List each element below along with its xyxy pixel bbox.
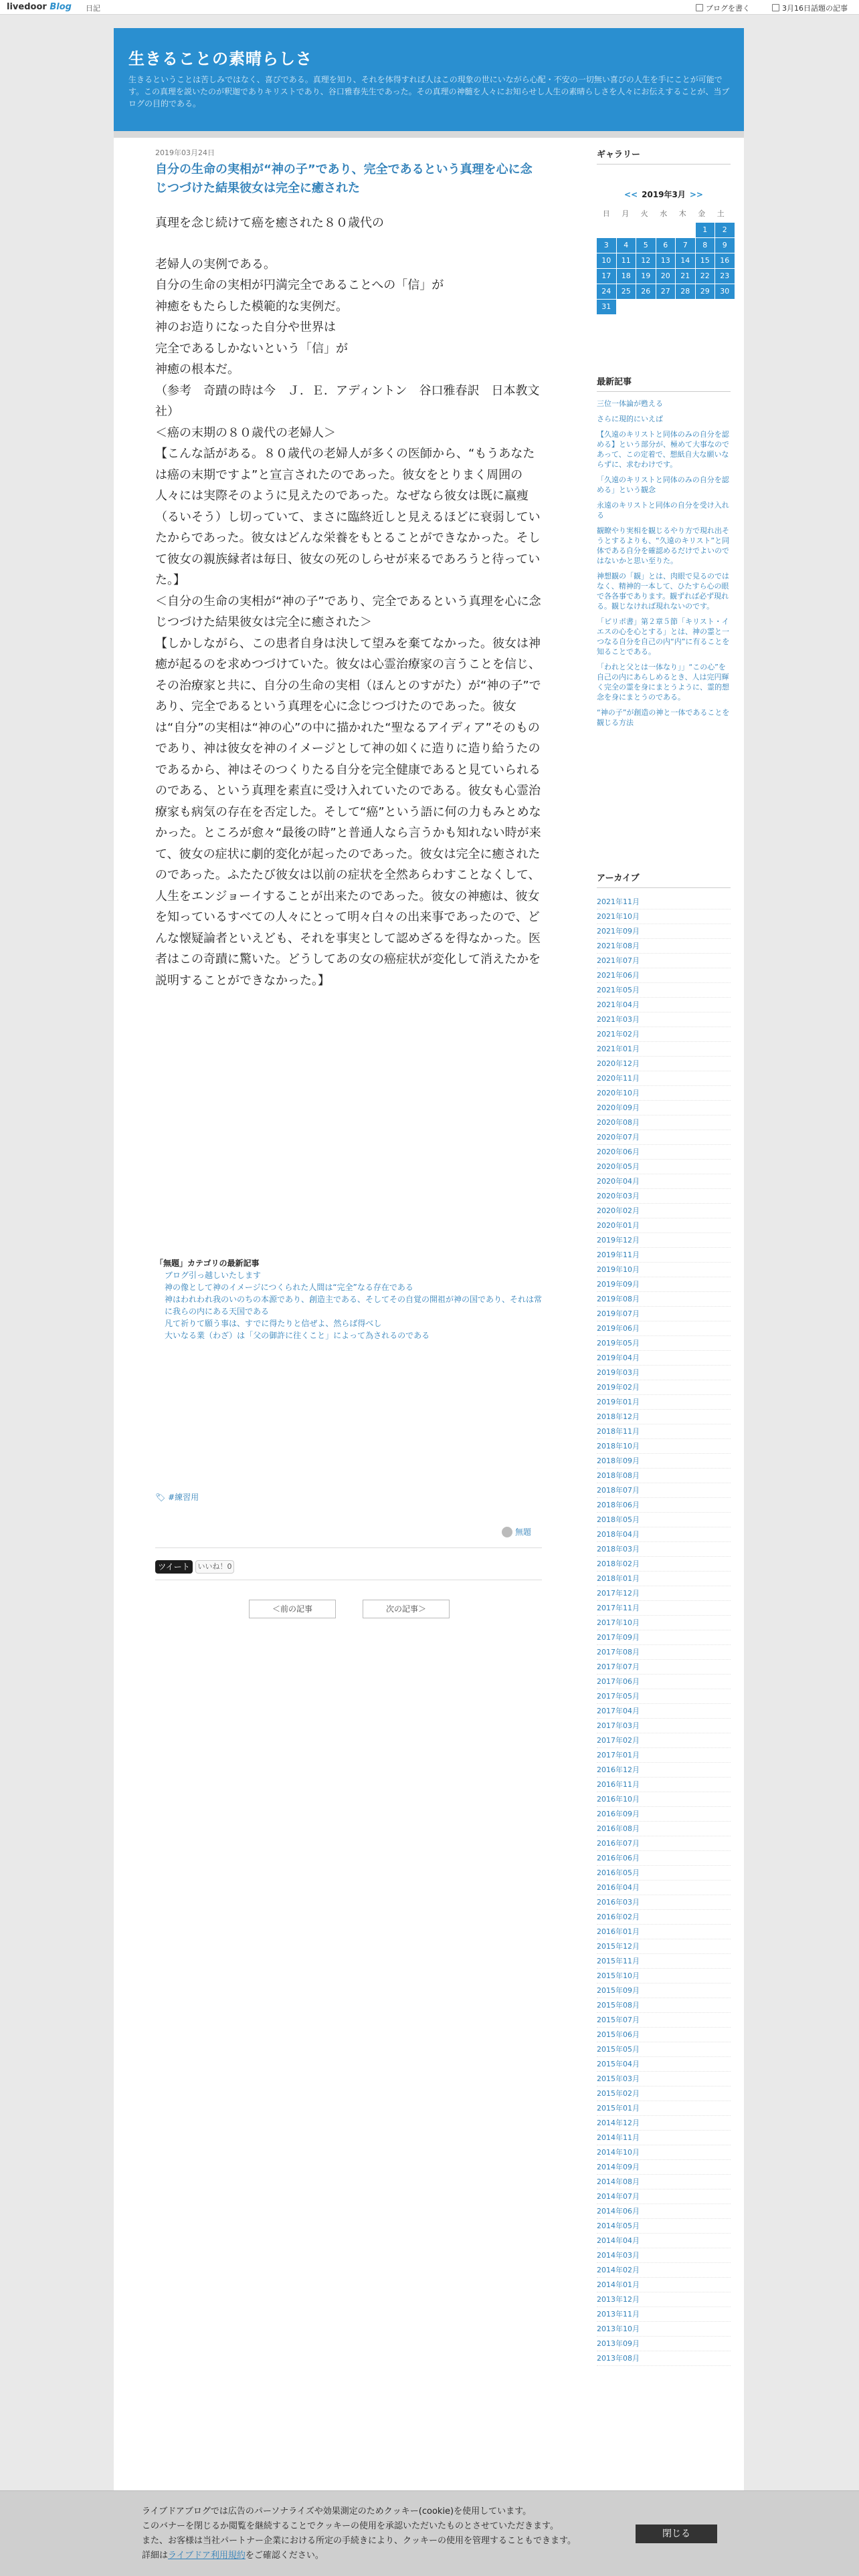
cookie-line: 詳細はライブドア利用規約をご確認ください。 (142, 2551, 324, 2561)
archive-link[interactable]: 2015年10月 (597, 1969, 731, 1983)
calendar-day[interactable]: 13 (656, 253, 676, 268)
archive-link[interactable]: 2017年09月 (597, 1630, 731, 1645)
archive-link[interactable]: 2018年04月 (597, 1527, 731, 1542)
archive-link[interactable]: 2013年09月 (597, 2337, 731, 2351)
archive-link[interactable]: 2021年07月 (597, 954, 731, 968)
article-line: 老婦人の実例である。 (155, 257, 276, 272)
archive-link[interactable]: 2013年11月 (597, 2307, 731, 2322)
archive-link[interactable]: 2018年07月 (597, 1483, 731, 1498)
weekday: 金 (698, 209, 706, 218)
related-link[interactable]: 神の像として神のイメージにつくられた人間は“完全”なる存在である (165, 1283, 413, 1292)
archive-link[interactable]: 2014年06月 (597, 2204, 731, 2219)
archive-link[interactable]: 2015年06月 (597, 2028, 731, 2042)
article-line: 【しかしながら、この患者自身は決して望みを棄てなかった。彼女は神癒が起るのを求めつづけていた。彼女は心霊治療家の言うことを信じ、その治療家と共に、自分の生命の実相（ほんとのすがた）が“神の子”であり、完全であるという真理を心に念じつづけたのであった。彼女は“自分”の実相は“神の心”の中に描かれた“聖なるアイディア”そのものであり、神は彼女を神のイメージとして神の如くに造りに造り給うたのであるから、神はそのつくりたる自分を完全健康であると見ていられるのである、という真理を素直に受け入れていたのである。彼女も心霊治療家も病気の存在を否定した。そして“癌”という語に何の力もみとめなかった。ところが愈々“最後の時”と普通人なら言うかも知れない時が来て、彼女の症状に劇的変化が起ったのであった。彼女は完全に癒されたのであった。ふたたび彼女は以前の症状を全然あらわすことなくして、人生をエンジョーイすることが出来たのであった。彼女の神癒は、彼女を知っているすべての人々にとって明々白々の出来事であったので、どんな懐疑論者といえども、それを事実として認めざるを得なかった。医者はこの奇蹟に驚いた。どうしてあの女の癌症状が変化して消えたかを説明することができなかった。】 (155, 636, 541, 988)
calendar-day[interactable]: 28 (676, 284, 695, 299)
calendar-title: 2019年3月 (642, 190, 686, 199)
close-button[interactable]: 閉じる (636, 2525, 717, 2543)
calendar-day[interactable]: 27 (656, 284, 676, 299)
archive-items (597, 895, 731, 2366)
related-articles (155, 1257, 542, 1341)
divider (155, 1547, 542, 1548)
recent-article-link[interactable]: 三位一体論が甦える (597, 399, 663, 408)
archive-link[interactable]: 2013年08月 (597, 2351, 731, 2366)
archive-link[interactable]: 2015年05月 (597, 2042, 731, 2057)
calendar-day[interactable]: 7 (676, 238, 695, 253)
archive-link[interactable]: 2016年10月 (597, 1792, 731, 1807)
calendar-day[interactable]: 19 (636, 269, 656, 284)
archive-link[interactable]: 2016年04月 (597, 1881, 731, 1895)
archive-link[interactable]: 2020年11月 (597, 1071, 731, 1086)
archive-link[interactable]: 2018年09月 (597, 1454, 731, 1469)
recent-article-link[interactable]: 【久遠のキリストと同体のみの自分を認める】という部分が、極めて大事なのであって、この定着で、想紙自大な願いならずに、求むわけです。 (597, 430, 729, 469)
archive-link[interactable]: 2015年03月 (597, 2072, 731, 2086)
archive-link[interactable]: 2017年08月 (597, 1645, 731, 1660)
weekday: 土 (717, 209, 725, 218)
recent-heading: 最新記事 (597, 374, 731, 392)
archive-link[interactable]: 2020年03月 (597, 1189, 731, 1204)
tag-icon: 🏷 (155, 1493, 169, 1502)
article-date: 2019年03月24日 (155, 148, 215, 157)
livedoor-blog-logo[interactable]: livedoor Blog (7, 2, 72, 12)
archive-link[interactable]: 2016年01月 (597, 1925, 731, 1939)
calendar-day[interactable]: 29 (696, 284, 715, 299)
record-link[interactable]: 日記 (86, 4, 100, 13)
related-heading: 「無題」カテゴリの最新記事 (155, 1259, 260, 1268)
recent-article-link[interactable]: 「久遠のキリストと同体のみの自分を認める」という観念 (597, 475, 729, 494)
write-blog-link[interactable]: ブログを書く (696, 3, 750, 13)
archive-link[interactable]: 2018年11月 (597, 1424, 731, 1439)
archive-link[interactable]: 2019年12月 (597, 1233, 731, 1248)
blog-description: 生きるということは苦しみではなく、喜びである。真理を知り、それを体得すれば人はこの現象の世にいながら心配・不安の一切無い喜びの人生を手にことが可能です。この真理を説いたのが釈迦でありキリストであり、谷口雅春先生であった。その真理の神髄を人々にお知らせし人生の素晴らしさを人々にお伝えすることが、当ブログの目的である。 (128, 75, 730, 108)
recent-article-link[interactable]: 「われと父とは一体なり」」“この心”を自己の内にあらしめるとき、人は完円輝く完全の霊を身にまとうように、霊的想念を身にまとうのである。 (597, 663, 729, 702)
article-line: 完全であるしかないという「信」が (155, 341, 348, 356)
calendar-day[interactable]: 17 (597, 269, 616, 284)
recent-article-link[interactable]: 「ピリポ書」第２章５節「キリスト・イエスの心を心とする」とは、神の霊と一つなる自分を自己の内“内”に有ることを知ることである。 (597, 617, 730, 656)
cookie-line: ライブドアブログでは広告のパーソナライズや効果測定のためクッキー(cookie)を使用しています。 (142, 2506, 532, 2516)
weekday: 木 (678, 209, 686, 218)
archive-link[interactable]: 2017年01月 (597, 1748, 731, 1763)
calendar-day[interactable]: 12 (636, 253, 656, 268)
calendar-day[interactable]: 4 (617, 238, 636, 253)
archive-link[interactable]: 2018年01月 (597, 1572, 731, 1586)
archive-link[interactable]: 2013年10月 (597, 2322, 731, 2337)
archive-link[interactable]: 2014年08月 (597, 2175, 731, 2189)
calendar-day[interactable]: 1 (696, 223, 715, 237)
archive-link[interactable]: 2018年12月 (597, 1410, 731, 1424)
cookie-line: このバナーを閉じるか閲覧を継続することでクッキーの使用を承認いただいたものとさせていただきます。 (142, 2521, 559, 2531)
archive-link[interactable]: 2016年07月 (597, 1836, 731, 1851)
like-button[interactable]: いいね！0 (195, 1560, 234, 1574)
archive-link[interactable]: 2019年06月 (597, 1321, 731, 1336)
article-line: ＜自分の生命の実相が“神の子”であり、完全であるという真理を心に念じつづけた結果彼女は完全に癒された＞ (155, 594, 541, 629)
cookie-line: また、お客様は当社パートナー企業における所定の手続きにより、クッキーの使用を管理することもできます。 (142, 2536, 576, 2546)
calendar-day[interactable]: 21 (676, 269, 695, 284)
archive-link[interactable]: 2015年02月 (597, 2086, 731, 2101)
calendar-day[interactable]: 10 (597, 253, 616, 268)
archive-link[interactable]: 2017年11月 (597, 1601, 731, 1616)
trending-link[interactable]: 3月16日話題の記事 (772, 3, 848, 13)
archive-link[interactable]: 2014年04月 (597, 2234, 731, 2248)
archive-link[interactable]: 2014年01月 (597, 2278, 731, 2292)
recent-articles (597, 374, 731, 733)
archive-link[interactable]: 2017年07月 (597, 1660, 731, 1675)
archive-link[interactable]: 2016年08月 (597, 1822, 731, 1836)
archive-link[interactable]: 2014年05月 (597, 2219, 731, 2234)
archive-link[interactable]: 2015年07月 (597, 2013, 731, 2028)
archive-link[interactable]: 2015年04月 (597, 2057, 731, 2072)
calendar (597, 189, 731, 314)
archive-link[interactable]: 2021年09月 (597, 924, 731, 939)
archive-link[interactable]: 2015年12月 (597, 1939, 731, 1954)
archive-link[interactable]: 2019年01月 (597, 1395, 731, 1410)
related-link[interactable]: ブログ引っ越しいたします (165, 1271, 262, 1280)
calendar-day[interactable]: 18 (617, 269, 636, 284)
calendar-day[interactable]: 2 (715, 223, 735, 237)
weekday: 火 (640, 209, 648, 218)
calendar-day[interactable]: 11 (617, 253, 636, 268)
archive-link[interactable]: 2020年01月 (597, 1218, 731, 1233)
article-line: 神のお造りになった自分や世界は (155, 320, 336, 334)
archive-link[interactable]: 2020年02月 (597, 1204, 731, 1218)
recent-article-link[interactable]: “神の子”が創造の神と一体であることを観じる方法 (597, 708, 730, 727)
category-icon (502, 1527, 512, 1537)
weekday: 水 (660, 209, 668, 218)
calendar-day[interactable]: 14 (676, 253, 695, 268)
archive-link[interactable]: 2016年12月 (597, 1763, 731, 1778)
archive-link[interactable]: 2016年11月 (597, 1778, 731, 1792)
archive-link[interactable]: 2021年01月 (597, 1042, 731, 1057)
archive-link[interactable]: 2014年02月 (597, 2263, 731, 2278)
archive-heading: アーカイブ (597, 871, 731, 888)
archive-link[interactable]: 2019年09月 (597, 1277, 731, 1292)
archive-link[interactable]: 2017年12月 (597, 1586, 731, 1601)
calendar-day[interactable]: 20 (656, 269, 676, 284)
archive-link[interactable]: 2021年06月 (597, 968, 731, 983)
cookie-banner (0, 2490, 859, 2576)
archive-link[interactable]: 2021年08月 (597, 939, 731, 954)
calendar-day[interactable]: 9 (715, 238, 735, 253)
calendar-day[interactable]: 31 (597, 300, 616, 314)
related-link[interactable]: 神はわれわれ我のいのちの本源であり、創造主である、そしてその自覚の開祖が神の国であり、それは常に我らの内にある天国である (165, 1295, 543, 1316)
article-line: 自分の生命の実相が円満完全であることへの「信」が (155, 278, 444, 292)
calendar-day[interactable]: 6 (656, 238, 676, 253)
archive-link[interactable]: 2017年03月 (597, 1719, 731, 1733)
archive-link[interactable]: 2019年03月 (597, 1366, 731, 1380)
archive-link[interactable]: 2021年11月 (597, 895, 731, 909)
archive-link[interactable]: 2019年05月 (597, 1336, 731, 1351)
archive-link[interactable]: 2015年01月 (597, 2101, 731, 2116)
archive-link[interactable]: 2020年12月 (597, 1057, 731, 1071)
article-body (155, 213, 542, 991)
archive-link[interactable]: 2018年06月 (597, 1498, 731, 1513)
article (155, 147, 543, 1614)
article-line: 【こんな話がある。８０歳代の老婦人が多くの医師から、“もうあなたは癌の末期ですよ”と宣言されたのであった。彼女をとりまく周囲の人々には実際そのように見えたのであった。なぜなら彼女は既に羸痩（るいそう）し切っていて、まさに臨終近しと見えるほどに衰弱していたからであった。彼女はどんな栄養をもとることができなかった。そして彼女の親族縁者は毎日、彼女の死のしらせが来るであろうと待っていた。】 (155, 447, 541, 587)
calendar-day[interactable]: 30 (715, 284, 735, 299)
archive-link[interactable]: 2018年08月 (597, 1469, 731, 1483)
recent-article-link[interactable]: 神想観の「観」とは、肉眼で見るのではなく、精神的一本して、ひたすら心の眼で各各事であります。観ずれば必ず現れる。観じなければ現れないのです。 (597, 572, 729, 611)
archive-link[interactable]: 2019年11月 (597, 1248, 731, 1263)
next-article-button[interactable]: 次の記事＞ (363, 1600, 450, 1618)
archive-link[interactable]: 2014年12月 (597, 2116, 731, 2131)
archive-link[interactable]: 2016年03月 (597, 1895, 731, 1910)
archive-link[interactable]: 2014年11月 (597, 2131, 731, 2145)
archive-link[interactable]: 2017年04月 (597, 1704, 731, 1719)
recent-article-link[interactable]: 永遠のキリストと同体の自分を受け入れる (597, 501, 729, 520)
document-icon (772, 4, 779, 11)
archive-link[interactable]: 2019年08月 (597, 1292, 731, 1307)
article-line: 神癒の根本だ。 (155, 362, 240, 377)
archive-link[interactable]: 2014年07月 (597, 2189, 731, 2204)
cookie-text (142, 2504, 617, 2563)
archive-list (597, 871, 731, 2366)
archive-link[interactable]: 2018年02月 (597, 1557, 731, 1572)
archive-link[interactable]: 2014年09月 (597, 2160, 731, 2175)
article-line: （参考 奇蹟の時は今 Ｊ．Ｅ．アディントン 谷口雅春訳 日本教文社） (155, 383, 540, 419)
recent-article-link[interactable]: さらに現的にいえば (597, 415, 663, 423)
calendar-day[interactable]: 22 (696, 269, 715, 284)
calendar-day[interactable]: 15 (696, 253, 715, 268)
archive-link[interactable]: 2015年09月 (597, 1983, 731, 1998)
calendar-day[interactable]: 3 (597, 238, 616, 253)
archive-link[interactable]: 2016年09月 (597, 1807, 731, 1822)
prev-article-button[interactable]: ＜前の記事 (249, 1600, 336, 1618)
pencil-icon (696, 4, 703, 11)
archive-link[interactable]: 2016年02月 (597, 1910, 731, 1925)
archive-link[interactable]: 2014年03月 (597, 2248, 731, 2263)
calendar-day[interactable]: 5 (636, 238, 656, 253)
weekday: 日 (602, 209, 610, 218)
tweet-button[interactable]: ツイート (155, 1560, 193, 1574)
calendar-day[interactable]: 26 (636, 284, 656, 299)
archive-link[interactable]: 2021年10月 (597, 909, 731, 924)
archive-link[interactable]: 2013年12月 (597, 2292, 731, 2307)
related-link[interactable]: 大いなる業（わざ）は「父の御許に往くこと」によって為されるのである (165, 1331, 430, 1340)
archive-link[interactable]: 2020年10月 (597, 1086, 731, 1101)
archive-link[interactable]: 2020年09月 (597, 1101, 731, 1115)
top-bar (0, 0, 859, 15)
archive-link[interactable]: 2021年03月 (597, 1012, 731, 1027)
terms-link[interactable]: ライブドア利用規約 (168, 2551, 246, 2561)
archive-link[interactable]: 2021年02月 (597, 1027, 731, 1042)
weekday: 月 (622, 209, 630, 218)
recent-article-link[interactable]: 観瞭やり実相を観じるやり方で現れ出そうとするよりも、“久遠のキリスト”と同体である自分を確認めるだけでよいのではないかと思い至りた。 (597, 526, 730, 565)
category-link[interactable]: 無題 (502, 1526, 531, 1537)
calendar-day[interactable]: 23 (715, 269, 735, 284)
calendar-day[interactable]: 8 (696, 238, 715, 253)
archive-link[interactable]: 2021年04月 (597, 998, 731, 1012)
article-lead: 真理を念じ続けて癌を癒された８０歳代の (155, 216, 384, 230)
archive-link[interactable]: 2019年04月 (597, 1351, 731, 1366)
tag-link[interactable]: 🏷 #練習用 (155, 1493, 199, 1502)
archive-link[interactable]: 2020年04月 (597, 1174, 731, 1189)
article-line: 神癒をもたらした模範的な実例だ。 (155, 299, 348, 314)
archive-link[interactable]: 2017年10月 (597, 1616, 731, 1630)
archive-link[interactable]: 2020年07月 (597, 1130, 731, 1145)
archive-link[interactable]: 2018年10月 (597, 1439, 731, 1454)
archive-link[interactable]: 2017年02月 (597, 1733, 731, 1748)
archive-link[interactable]: 2019年10月 (597, 1263, 731, 1277)
archive-link[interactable]: 2020年06月 (597, 1145, 731, 1160)
archive-link[interactable]: 2016年06月 (597, 1851, 731, 1866)
blog-title[interactable]: 生きることの素晴らしさ (128, 49, 312, 68)
archive-link[interactable]: 2018年05月 (597, 1513, 731, 1527)
calendar-prev[interactable]: << (624, 190, 638, 199)
archive-link[interactable]: 2020年08月 (597, 1115, 731, 1130)
archive-link[interactable]: 2018年03月 (597, 1542, 731, 1557)
archive-link[interactable]: 2015年08月 (597, 1998, 731, 2013)
blog-header (114, 28, 744, 138)
calendar-next[interactable]: >> (689, 190, 703, 199)
calendar-weekdays (597, 208, 731, 219)
gallery-heading: ギャラリー (597, 147, 731, 165)
archive-link[interactable]: 2014年10月 (597, 2145, 731, 2160)
archive-link[interactable]: 2017年06月 (597, 1675, 731, 1689)
related-link[interactable]: 凡て祈りて願う事は、すでに得たりと信ぜよ、然らば得べし (165, 1319, 382, 1328)
calendar-grid (597, 223, 731, 314)
archive-link[interactable]: 2016年05月 (597, 1866, 731, 1881)
article-title[interactable]: 自分の生命の実相が“神の子”であり、完全であるという真理を心に念じつづけた結果彼女は完全に癒された (155, 163, 533, 195)
article-line: ＜癌の末期の８０歳代の老婦人＞ (155, 425, 336, 440)
archive-link[interactable]: 2017年05月 (597, 1689, 731, 1704)
calendar-day[interactable]: 24 (597, 284, 616, 299)
archive-link[interactable]: 2019年07月 (597, 1307, 731, 1321)
calendar-day[interactable]: 16 (715, 253, 735, 268)
page-wrapper (114, 28, 744, 2576)
sidebar (597, 147, 731, 2363)
archive-link[interactable]: 2019年02月 (597, 1380, 731, 1395)
archive-link[interactable]: 2021年05月 (597, 983, 731, 998)
calendar-day[interactable]: 25 (617, 284, 636, 299)
archive-link[interactable]: 2020年05月 (597, 1160, 731, 1174)
archive-link[interactable]: 2015年11月 (597, 1954, 731, 1969)
